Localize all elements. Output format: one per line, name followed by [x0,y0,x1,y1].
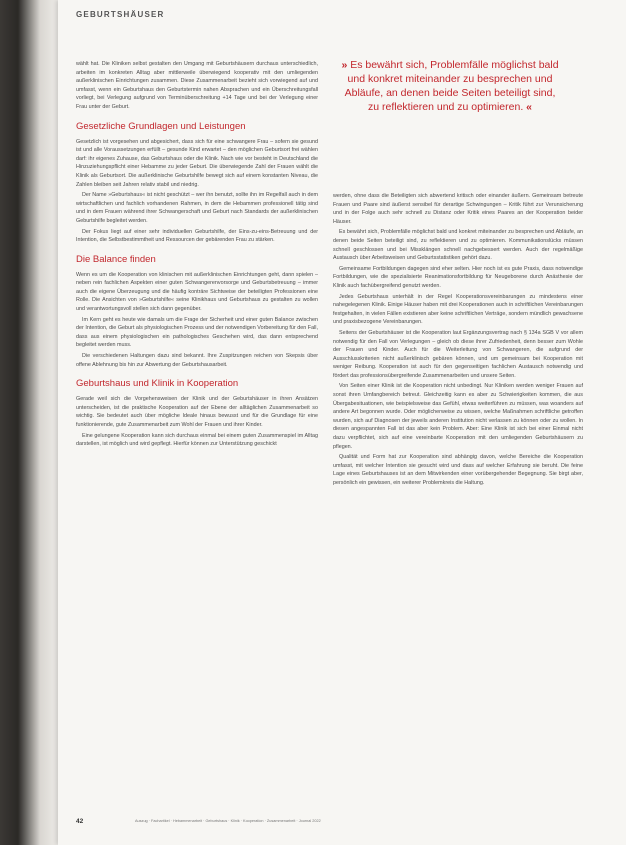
pull-quote-text: Es bewährt sich, Problemfälle möglichst bald und konkret miteinander zu besprechen und Abläufe, an denen beide Seiten beteiligt sind, zu reflektieren und zu optimieren. [344,59,559,113]
intro-paragraph: wählt hat. Die Kliniken selbst gestalten den Umgang mit Geburtshäusern durchaus unterschiedlich, arbeiten im konkreten Alltag aber mittlerweile überwiegend kooperativ mit den umliegenden außerklinischen Einrichtungen zusammen. Diese Zusammenarbeit bezieht sich vorwiegend auf und umfasst, wenn ein Geburtshaus den Geburtstermin nahen Absprachen und ein Überschreitungsfall vorliegt, bei Verlegung aufgrund von Terminüberschreitung +14 Tage und bei der Verlegung einer Frau unter der Geburt. [76,61,318,110]
body-paragraph: Der Fokus liegt auf einer sehr individuellen Geburtshilfe, der Eins-zu-eins-Betreuung und der Intention, die Selbstbestimmtheit und Ressourcen der gebärenden Frau zu stärken. [76,228,318,244]
body-paragraph: Eine gelungene Kooperation kann sich durchaus einmal bei einem guten Zusammenspiel im Alltag darstellen, ist möglich und wird gepflegt. Hierfür können zur Unterstützung geschickt [76,432,318,448]
body-paragraph: Im Kern geht es heute wie damals um die Frage der Sicherheit und einer guten Balance zwischen der Intention, die Geburt als physiologischen Prozess und der notwendigen Vorbereitung für den Fall, dass aus einem physiologischen ein pathologisches Geschehen wird, das dann entsprechend begleitet werden muss. [76,316,318,349]
body-paragraph: Von Seiten einer Klinik ist die Kooperation nicht unbedingt. Nur Kliniken werden weniger Frauen auf sonst ihren Umfangbereich betreut. Gleichzeitig kann es aber zu Schwierigkeiten kommen, die aus Übergabesituationen, wie beispielsweise das Gefühl, etwas weiterführen zu müssen, was woanders auf andere Art begonnen wurde. Oder möglicherweise zu wissen, welche Maßnahmen schriftliche getroffen wurden, sich auf Diagnosen der jeweils anderen Institution nicht verlassen zu können oder zu wollen. In diesen angespannten Fall ist das aber kein Problem. Aber: Eine Klinik ist sich bei einer Einmal nicht dazu verpflichtet, sich auf eine vereinbarte Kooperation mit den umliegenden Geburtshäusern zu pflegen. [333,383,583,450]
footer-citation: Auszug · Fachartikel · Hebammenarbeit · Geburtshaus · Klinik · Kooperation · Zusammenarbeit · Journal 2022 [135,819,321,823]
binding-gutter [0,0,58,845]
body-paragraph: Qualität und Form hat zur Kooperation sind abhängig davon, welche Bereiche die Kooperation umfasst, mit welcher Intention sie gesucht wird und dass auf welcher Erfahrung sie beruht. Die feine Lage eines Geburtshauses ist an dem Mitwirkenden einer vorübergehender Begegnung. Sie birgt aber, persönlich ein gewissen, ein weiterer Problemkreis die Haltung. [333,454,583,486]
section-label: GEBURTSHÄUSER [76,10,165,19]
body-paragraph: Der Name »Geburtshaus« ist nicht geschützt – wer ihn benutzt, sollte ihn im Regelfall auch in dem wirtschaftlichen und fachlich vorhandenen Rahmen, in dem die Hebammen professionell tätig sind und in dem Frauen während ihrer Schwangerschaft und Geburt nach Standards der außerklinischen Geburtshilfe begleitet werden. [76,192,318,224]
section-heading: Geburtshaus und Klinik in Kooperation [76,378,239,390]
body-paragraph: Jedes Geburtshaus unterhält in der Regel Kooperationsvereinbarungen zu mindestens einer nahegelegenen Klinik. Einige Häuser haben mit drei Kooperationen auch in schriftlichen Vereinbarungen festgehalten, in vielen Fällen existieren aber keine schriftlichen Verträge, sondern mündlich gewachsene und praxisbezogene Vereinbarungen. [333,293,583,326]
quote-close-mark: « [526,101,532,113]
body-paragraph: Gemeinsame Fortbildungen dagegen sind eher selten. Hier noch ist es gute Praxis, dass notwendige Fortbildungen, wie die spezialisierte Reanimationsfortbildung für Neugeborene durch Anästhesie der Klinik auch fachübergreifend genutzt werden. [333,265,583,289]
section-heading: Die Balance finden [76,253,156,265]
body-paragraph: Wenn es um die Kooperation von klinischen mit außerklinischen Einrichtungen geht, dann spielen – neben rein fachlichen Aspekten einer guten Schwangerenvorsorge und Geburtsbetreuung – immer auch die eigene Überzeugung und die häufig konträre Sichtweise der beteiligten Professionen eine Rolle. Die Ansichten von »Geburtshilfe« seine Klinikhaus und Geburtshaus zu gestalten zu wollen und verantwortungsvoll stellen sich dann gegenüber. [76,271,318,313]
body-paragraph: werden, ohne dass die Beteiligten sich abwertend kritisch oder einander äußern. Gemeinsam betreute Frauen und Paare sind äußerst sensibel für derartige Schwingungen – Kritik führt zur Verunsicherung und in der Folge auch sehr schnell zu Distanz oder Kritik eines Paares an der Kooperation beider Häuser. [333,193,583,225]
pull-quote [340,58,560,114]
page-number: 42 [76,818,84,825]
body-paragraph: Gerade weil sich die Vorgehensweisen der Klinik und der Geburtshäuser in ihren Ansätzen unterscheiden, ist die praktische Kooperation auf der Ebene der alltäglichen Zusammenarbeit so wichtig. Sie bedeutet auch über mögliche Ideale hinaus bewusst und für die Grundlage für eine funktionierende, gute Zusammenarbeit zum Wohl der Frauen und ihrer Kinder. [76,396,318,428]
body-paragraph: Gesetzlich ist vorgesehen und abgesichert, dass sich für eine schwangere Frau – sofern sie gesund ist und alle Voraussetzungen erfüllt – gesunde Kind erwartet – den möglichen Geburtsort frei wählen darf: ihr eigenes Zuhause, das Geburtshaus oder die Klinik. Nach wie vor besteht in Deutschland die Hinzuziehungspflicht einer Hebamme zu jeder Geburt. Die überwiegende Zahl der Frauen wählt die Klinik als Geburtsort. Die außerklinische Geburtshilfe bewegt sich auf einem konstanten Niveau, die Zahlen bleiben seit Jahren relativ stabil und niedrig. [76,138,318,188]
section-heading: Gesetzliche Grundlagen und Leistungen [76,120,246,132]
body-paragraph: Seitens der Geburtshäuser ist die Kooperation laut Ergänzungsvertrag nach § 134a SGB V vor allem notwendig für den Fall von Verlegungen – gleich ob diese ihrer Zufriedenheit, denn besser zum Wohle der Frauen und Kinder. Auch für die Weiterleitung von Schwangeren, die aufgrund der Ausschlusskriterien nicht außerklinisch gebären können, und um gemeinsam bei Kooperation mit weniger Reibung. Kooperation ist auch für den gegenseitigen fachlichen Austausch notwendig und fördert das professionsübergreifende Zusammenarbeiten und unsere Seiten. [333,329,583,379]
quote-open-mark: » [341,59,348,71]
body-paragraph: Es bewährt sich, Problemfälle möglichst bald und konkret miteinander zu besprechen und Abläufe, an denen beide Seiten beteiligt sind, zu reflektieren und zu optimieren. Kommunikationslücks müssen schnell geschlossen und bei Missklängen schnell nachgebessert werden. Auch der regelmäßige Austausch über Arbeitsweisen und Geburtsstatistiken gehört dazu. [333,229,583,262]
left-column [76,60,318,451]
body-paragraph: Die verschiedenen Haltungen dazu sind bekannt. Ihre Zuspitzungen reichen von Skepsis über offene Ablehnung bis hin zur Abwertung der Geburtshausarbeit. [76,353,318,368]
right-column [333,192,583,490]
